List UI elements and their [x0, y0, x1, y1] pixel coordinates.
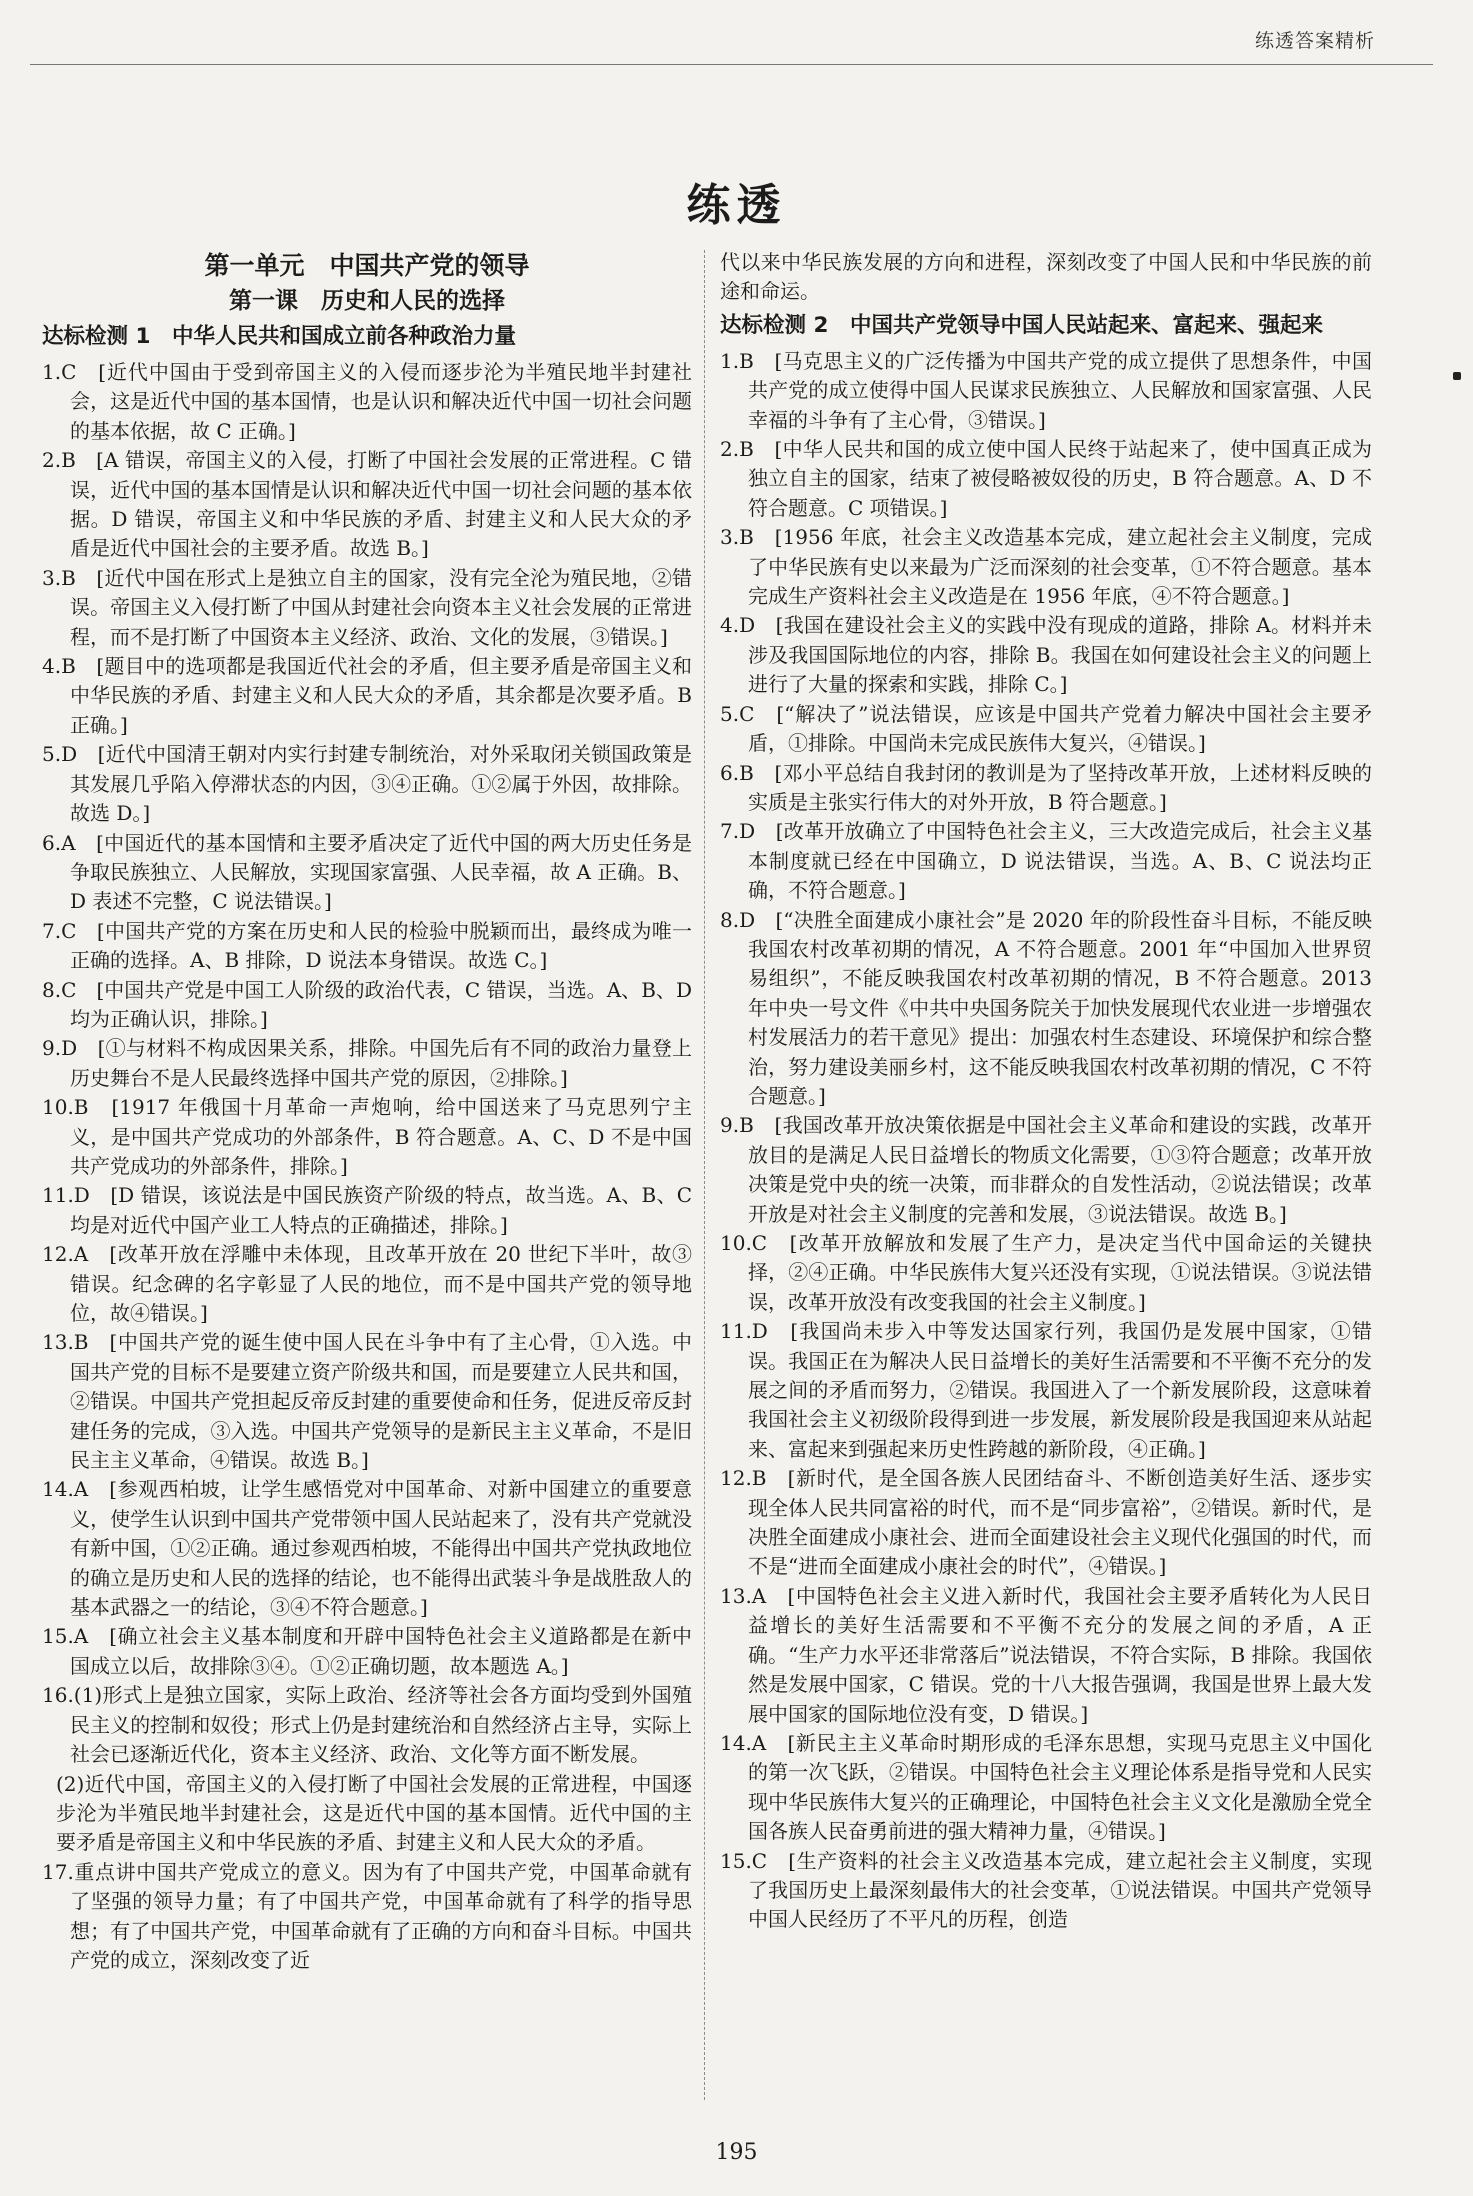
- answer-item: 3.B [1956 年底，社会主义改造基本完成，建立起社会主义制度，完成了中华民族有史以来最为广泛而深刻的社会变革，①不符合题意。基本完成生产资料社会主义改造是在 1956 年底，④不符合题意。]: [720, 525, 1372, 609]
- answer-item: 2.B [A 错误，帝国主义的入侵，打断了中国社会发展的正常进程。C 错误，近代中国的基本国情是认识和解决近代中国一切社会问题的基本依据。D 错误，帝国主义和中华民族的矛盾、封建主义和人民大众的矛盾是近代中国社会的主要矛盾。故选 B。]: [42, 448, 692, 561]
- left-column: [42, 248, 692, 1975]
- answer-item: 8.C [中国共产党是中国工人阶级的政治代表，C 错误，当选。A、B、D 均为正确认识，排除。]: [42, 977, 692, 1031]
- answer-item: 14.A [新民主主义革命时期形成的毛泽东思想，实现马克思主义中国化的第一次飞跃，②错误。中国特色社会主义理论体系是指导党和人民实现中华民族伟大复兴的正确理论，中国特色社会主义文化是激励全党全国各族人民奋勇前进的强大精神力量，④错误。]: [720, 1730, 1372, 1844]
- page-number: 195: [715, 2140, 758, 2165]
- running-head: 练透答案精析: [1254, 30, 1375, 52]
- section-heading: 达标检测 2 中国共产党领导中国人民站起来、富起来、强起来: [720, 312, 1323, 338]
- answer-item: 1.C [近代中国由于受到帝国主义的入侵而逐步沦为半殖民地半封建社会，这是近代中国的基本国情，也是认识和解决近代中国一切社会问题的基本依据，故 C 正确。]: [42, 360, 692, 443]
- answer-item: 9.B [我国改革开放决策依据是中国社会主义革命和建设的实践，改革开放目的是满足人民日益增长的物质文化需要，①③符合题意；改革开放决策是党中央的统一决策，而非群众的自发性活动，②说法错误；改革开放是对社会主义制度的完善和发展，③说法错误。故选 B。]: [720, 1113, 1372, 1226]
- lesson-heading: 第一课 历史和人民的选择: [229, 288, 505, 314]
- answer-item-sub: (2)近代中国，帝国主义的入侵打断了中国社会发展的正常进程，中国逐步沦为半殖民地半封建社会，这是近代中国的基本国情。近代中国的主要矛盾是帝国主义和中华民族的矛盾、封建主义和人民大众的矛盾。: [56, 1771, 692, 1855]
- answer-item: 3.B [近代中国在形式上是独立自主的国家，没有完全沦为殖民地，②错误。帝国主义入侵打断了中国从封建社会向资本主义社会发展的正常进程，而不是打断了中国资本主义经济、政治、文化的发展，③错误。]: [42, 565, 692, 649]
- answer-item: 5.C [“解决了”说法错误，应该是中国共产党着力解决中国社会主要矛盾，①排除。中国尚未完成民族伟大复兴，④错误。]: [720, 701, 1372, 756]
- answer-item: 12.B [新时代，是全国各族人民团结奋斗、不断创造美好生活、逐步实现全体人民共同富裕的时代，而不是“同步富裕”，②错误。新时代，是决胜全面建成小康社会、进而全面建设社会主义现代化强国的时代，而不是“进而全面建成小康社会的时代”，④错误。]: [720, 1466, 1372, 1579]
- page-title: 练透: [686, 180, 787, 232]
- answer-item: 15.A [确立社会主义基本制度和开辟中国特色社会主义道路都是在新中国成立以后，故排除③④。①②正确切题，故本题选 A。]: [42, 1624, 692, 1678]
- answer-item: 4.B [题目中的选项都是我国近代社会的矛盾，但主要矛盾是帝国主义和中华民族的矛盾、封建主义和人民大众的矛盾，其余都是次要矛盾。B 正确。]: [42, 654, 692, 737]
- answer-item: 4.D [我国在建设社会主义的实践中没有现成的道路，排除 A。材料并未涉及我国国际地位的内容，排除 B。我国在如何建设社会主义的问题上进行了大量的探索和实践，排除 C。]: [720, 613, 1372, 697]
- section-heading: 达标检测 1 中华人民共和国成立前各种政治力量: [42, 324, 516, 349]
- answer-item: 13.A [中国特色社会主义进入新时代，我国社会主要矛盾转化为人民日益增长的美好生活需要和不平衡不充分的发展之间的矛盾，A 正确。“生产力水平还非常落后”说法错误，不符合实际，B 排除。我国依然是发展中国家，C 错误。党的十八大报告强调，我国是世界上最大发展中国家的国际地位没有变，D 错误。]: [720, 1583, 1372, 1726]
- unit-heading: 第一单元 中国共产党的领导: [204, 251, 530, 280]
- margin-mark: [1453, 372, 1461, 380]
- answer-item: 14.A [参观西柏坡，让学生感悟党对中国革命、对新中国建立的重要意义，使学生认识到中国共产党带领中国人民站起来了，没有共产党就没有新中国，①②正确。通过参观西柏坡，不能得出中国共产党执政地位的确立是历史和人民的选择的结论，也不能得出武装斗争是战胜敌人的基本武器之一的结论，③④不符合题意。]: [42, 1477, 692, 1620]
- answer-item: 8.D [“决胜全面建成小康社会”是 2020 年的阶段性奋斗目标，不能反映我国农村改革初期的情况，A 不符合题意。2001 年“中国加入世界贸易组织”，不能反映我国农村改革初期的情况，B 不符合题意。2013 年中央一号文件《中共中央国务院关于加快发展现代农业进一步增强农村发展活力的若干意见》提出：加强农村生态建设、环境保护和综合整治，努力建设美丽乡村，这不能反映我国农村改革初期的情况，C 不符合题意。]: [720, 907, 1372, 1108]
- column-divider: [704, 250, 705, 2100]
- answer-item: 2.B [中华人民共和国的成立使中国人民终于站起来了，使中国真正成为独立自主的国家，结束了被侵略被奴役的历史，B 符合题意。A、D 不符合题意。C 项错误。]: [720, 437, 1372, 520]
- answer-item: 6.B [邓小平总结自我封闭的教训是为了坚持改革开放，上述材料反映的实质是主张实行伟大的对外开放，B 符合题意。]: [720, 760, 1372, 814]
- answer-item: 6.A [中国近代的基本国情和主要矛盾决定了近代中国的两大历史任务是争取民族独立、人民解放，实现国家富强、人民幸福，故 A 正确。B、D 表述不完整，C 说法错误。]: [42, 830, 692, 914]
- answer-item: 12.A [改革开放在浮雕中未体现，且改革开放在 20 世纪下半叶，故③错误。纪念碑的名字彰显了人民的地位，而不是中国共产党的领导地位，故④错误。]: [42, 1242, 692, 1325]
- answer-item: 17.重点讲中国共产党成立的意义。因为有了中国共产党，中国革命就有了坚强的领导力量；有了中国共产党，中国革命就有了科学的指导思想；有了中国共产党，中国革命就有了正确的方向和奋斗目标。中国共产党的成立，深刻改变了近: [42, 1859, 692, 1972]
- answer-item: 7.D [改革开放确立了中国特色社会主义，三大改造完成后，社会主义基本制度就已经在中国确立，D 说法错误，当选。A、B、C 说法均正确，不符合题意。]: [720, 819, 1372, 903]
- answer-item: 16.(1)形式上是独立国家，实际上政治、经济等社会各方面均受到外国殖民主义的控制和奴役；形式上仍是封建统治和自然经济占主导，实际上社会已逐渐近代化，资本主义经济、政治、文化等方面不断发展。: [42, 1683, 692, 1767]
- answer-item: 13.B [中国共产党的诞生使中国人民在斗争中有了主心骨，①入选。中国共产党的目标不是要建立资产阶级共和国，而是要建立人民共和国，②错误。中国共产党担起反帝反封建的重要使命和任务，促进反帝反封建任务的完成，③入选。中国共产党领导的是新民主主义革命，不是旧民主主义革命，④错误。故选 B。]: [42, 1330, 692, 1473]
- answer-item: 15.C [生产资料的社会主义改造基本完成，建立起社会主义制度，实现了我国历史上最深刻最伟大的社会变革，①说法错误。中国共产党领导中国人民经历了不平凡的历程，创造: [720, 1848, 1372, 1932]
- answer-item: 5.D [近代中国清王朝对内实行封建专制统治，对外采取闭关锁国政策是其发展几乎陷入停滞状态的内因，③④正确。①②属于外因，故排除。故选 D。]: [42, 742, 692, 826]
- continuation-text: 代以来中华民族发展的方向和进程，深刻改变了中国人民和中华民族的前途和命运。: [720, 250, 1372, 304]
- answer-item: 10.B [1917 年俄国十月革命一声炮响，给中国送来了马克思列宁主义，是中国共产党成功的外部条件，B 符合题意。A、C、D 不是中国共产党成功的外部条件，排除。]: [42, 1095, 692, 1178]
- answer-item: 9.D [①与材料不构成因果关系，排除。中国先后有不同的政治力量登上历史舞台不是人民最终选择中国共产党的原因，②排除。]: [42, 1036, 692, 1090]
- answer-item: 11.D [D 错误，该说法是中国民族资产阶级的特点，故当选。A、B、C 均是对近代中国产业工人特点的正确描述，排除。]: [42, 1183, 692, 1237]
- header-rule: [30, 64, 1433, 65]
- right-column: [720, 248, 1372, 1935]
- answer-item: 7.C [中国共产党的方案在历史和人民的检验中脱颖而出，最终成为唯一正确的选择。A、B 排除，D 说法本身错误。故选 C。]: [42, 918, 692, 973]
- answer-item: 10.C [改革开放解放和发展了生产力，是决定当代中国命运的关键抉择，②④正确。中华民族伟大复兴还没有实现，①说法错误。③说法错误，改革开放没有改变我国的社会主义制度。]: [720, 1231, 1372, 1314]
- answer-item: 1.B [马克思主义的广泛传播为中国共产党的成立提供了思想条件，中国共产党的成立使得中国人民谋求民族独立、人民解放和国家富强、人民幸福的斗争有了主心骨，③错误。]: [720, 348, 1372, 432]
- answer-item: 11.D [我国尚未步入中等发达国家行列，我国仍是发展中国家，①错误。我国正在为解决人民日益增长的美好生活需要和不平衡不充分的发展之间的矛盾而努力，②错误。我国进入了一个新发展阶段，这意味着我国社会主义初级阶段得到进一步发展，新发展阶段是我国迎来从站起来、富起来到强起来历史性跨越的新阶段，④正确。]: [720, 1319, 1372, 1461]
